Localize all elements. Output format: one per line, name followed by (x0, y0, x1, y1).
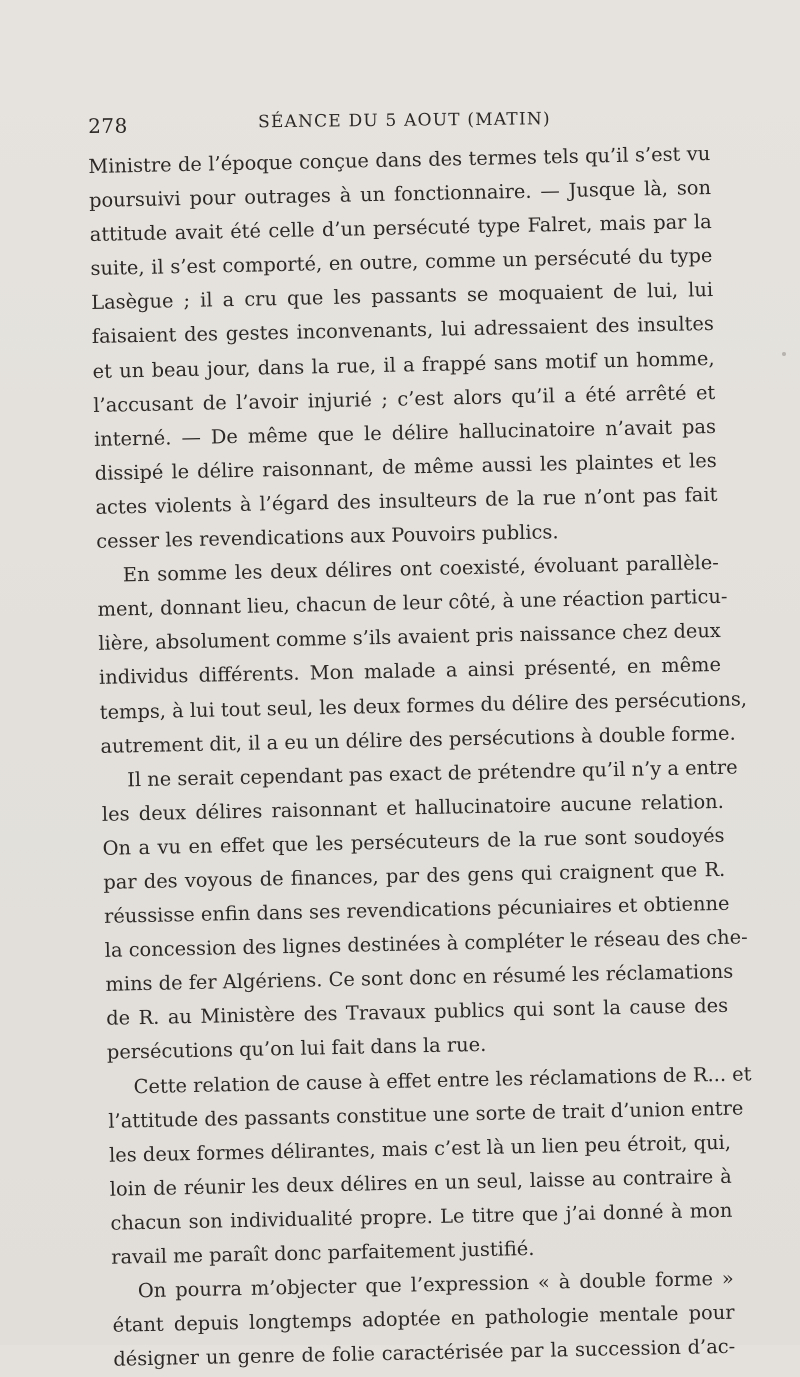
text-line: de R. au Ministère des Travaux publics qui sont la cause des (105, 994, 729, 1031)
text-line: persécutions qu’on lui fait dans la rue. (106, 1033, 487, 1065)
text-line: l’attitude des passants constitue une sorte de trait d’union entre (108, 1096, 744, 1133)
paragraph-first-line: Il ne serait cependant pas exact de prétendre qu’il n’y a entre (126, 755, 738, 792)
text-line: autrement dit, il a eu un délire des persécutions à double forme. (100, 721, 736, 758)
text-line: par des voyous de finances, par des gens qui craignent que R. (103, 857, 726, 894)
text-line: individus différents. Mon malade a ainsi présenté, en même (98, 653, 722, 690)
text-line: et un beau jour, dans la rue, il a frappé sans motif un homme, (92, 346, 715, 383)
text-line: étant depuis longtemps adoptée en pathologie mentale pour (112, 1300, 735, 1337)
paragraph-first-line: Cette relation de cause à effet entre les réclamations de R... et (133, 1061, 752, 1098)
paragraph-first-line: En somme les deux délires ont coexisté, évoluant parallèle- (122, 551, 720, 587)
text-line: mins de fer Algériens. Ce sont donc en résumé les réclamations (105, 959, 734, 997)
text-line: désigner un genre de folie caractérisée par la succession d’ac- (113, 1334, 736, 1372)
text-line: interné. — De même que le délire hallucinatoire n’avait pas (93, 414, 717, 451)
running-head: SÉANCE DU 5 AOUT (MATIN) (257, 109, 551, 133)
text-line: la concession des lignes destinées à compléter le réseau des che- (104, 925, 748, 962)
text-line: poursuivi pour outrages à un fonctionnaire. — Jusque là, son (88, 176, 712, 213)
text-line: temps, à lui tout seul, les deux formes du délire des persécutions, (99, 686, 748, 724)
text-line: loin de réunir les deux délires en un seul, laisse au contraire à (109, 1164, 732, 1201)
text-line: cesser les revendications aux Pouvoirs publics. (95, 520, 559, 553)
page-header (88, 108, 700, 140)
text-line: les deux délires raisonnant et hallucinatoire aucune relation. (101, 789, 725, 826)
text-line: réussisse enfin dans ses revendications pécuniaires et obtienne (103, 891, 730, 928)
text-line: On a vu en effet que les persécuteurs de la rue sont soudoyés (102, 823, 725, 860)
text-line: suite, il s’est comporté, en outre, comme un persécuté du type (90, 244, 713, 281)
text-line: faisaient des gestes inconvenants, lui adressaient des insultes (91, 312, 715, 349)
text-line: lière, absolument comme s’ils avaient pris naissance chez deux (98, 619, 721, 656)
text-line: actes violents à l’égard des insulteurs de la rue n’ont pas fait (95, 482, 718, 519)
text-line: ravail me paraît donc parfaitement justifié. (110, 1236, 535, 1269)
paper-speck (782, 352, 786, 356)
text-line: Lasègue ; il a cru que les passants se moquaient de lui, lui (90, 278, 714, 315)
body-text (88, 137, 752, 1377)
text-line: ment, donnant lieu, chacun de leur côté, à une réaction particu- (97, 584, 728, 622)
text-line: l’accusant de l’avoir injurié ; c’est alors qu’il a été arrêté et (93, 380, 716, 417)
text-line: les deux formes délirantes, mais c’est là un lien peu étroit, qui, (108, 1130, 732, 1167)
text-line: chacun son individualité propre. Le titre que j’ai donné à mon (110, 1198, 733, 1235)
text-line: attitude avait été celle d’un persécuté type Falret, mais par la (89, 210, 712, 247)
page-number: 278 (88, 113, 128, 138)
text-line: Ministre de l’époque conçue dans des termes tels qu’il s’est vu (88, 141, 711, 178)
paragraph-first-line: On pourra m’objecter que l’expression « à double forme » (137, 1266, 735, 1303)
text-line: dissipé le délire raisonnant, de même aussi les plaintes et les (94, 448, 717, 485)
